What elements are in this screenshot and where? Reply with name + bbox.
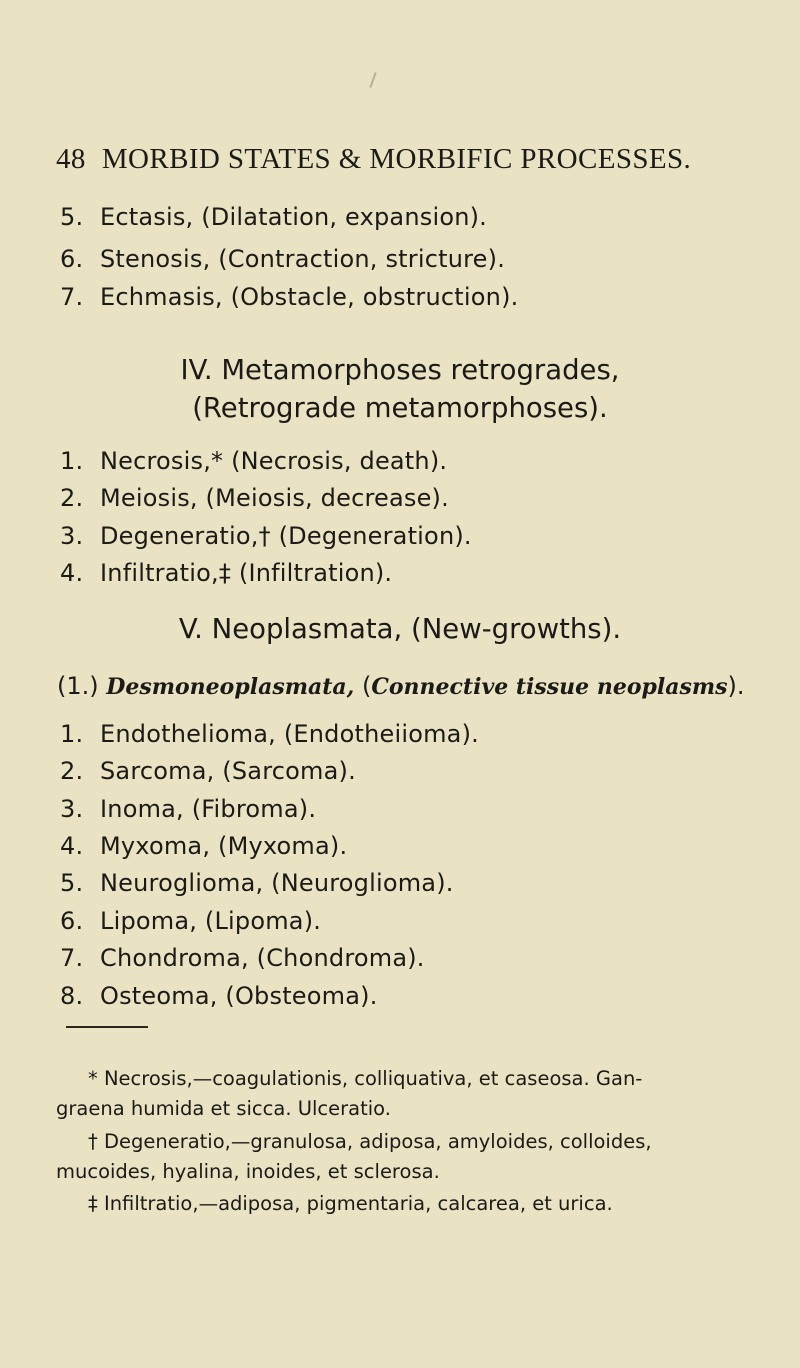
list-item xyxy=(60,484,449,512)
footnote-rule xyxy=(66,1026,148,1028)
list-item-text: Necrosis,* (Necrosis, death). xyxy=(100,447,448,475)
list-item-text: Inoma, (Fibroma). xyxy=(100,795,317,823)
list-item-text: Osteoma, (Obsteoma). xyxy=(100,982,378,1010)
footnote-line: mucoides, hyalina, inoides, et sclerosa. xyxy=(56,1160,440,1183)
list-item-number: 7. xyxy=(60,283,84,311)
list-item-text: Myxoma, (Myxoma). xyxy=(100,832,348,860)
list-item xyxy=(60,982,378,1010)
list-item-text: Meiosis, (Meiosis, decrease). xyxy=(100,484,449,512)
list-item-text: Neuroglioma, (Neuroglioma). xyxy=(100,869,454,897)
list-item xyxy=(60,720,479,748)
list-item-number: 4. xyxy=(60,832,84,860)
subsection-close-paren: ). xyxy=(727,672,745,700)
list-item xyxy=(60,447,447,475)
list-item-number: 3. xyxy=(60,522,84,550)
list-item xyxy=(60,559,392,587)
list-item-number: 8. xyxy=(60,982,84,1010)
list-item-number: 1. xyxy=(60,720,84,748)
section-v-heading: V. Neoplasmata, (New-growths). xyxy=(178,613,622,645)
subsection-heading xyxy=(57,672,745,700)
list-item-number: 1. xyxy=(60,447,84,475)
subsection-open-paren: ( xyxy=(361,672,372,700)
list-item-text: Infiltratio,‡ (Infiltration). xyxy=(100,559,393,587)
list-item-number: 7. xyxy=(60,944,84,972)
subsection-latin: Desmoneoplasmata, xyxy=(106,674,355,700)
list-item-text: Chondroma, (Chondroma). xyxy=(100,944,425,972)
list-item-number: 3. xyxy=(60,795,84,823)
list-item-text: Stenosis, (Contraction, stricture). xyxy=(100,245,506,273)
list-item xyxy=(60,944,425,972)
list-item-number: 4. xyxy=(60,559,84,587)
list-item-number: 5. xyxy=(60,869,84,897)
subsection-english: Connective tissue neoplasms xyxy=(371,674,728,700)
list-item xyxy=(60,795,316,823)
footnote-line: ‡ Infiltratio,—adiposa, pigmentaria, calcarea, et urica. xyxy=(88,1192,613,1215)
list-item xyxy=(60,757,356,785)
list-item xyxy=(60,283,518,311)
page-number: 48 xyxy=(56,143,86,175)
list-item-number: 2. xyxy=(60,484,84,512)
footnote-line: † Degeneratio,—granulosa, adiposa, amyloides, colloides, xyxy=(88,1130,652,1153)
list-item xyxy=(60,832,347,860)
list-item-text: Sarcoma, (Sarcoma). xyxy=(100,757,356,785)
footnote-line: * Necrosis,—coagulationis, colliquativa, et caseosa. Gan- xyxy=(88,1067,643,1090)
footnote-line: graena humida et sicca. Ulceratio. xyxy=(56,1097,391,1120)
list-item-text: Echmasis, (Obstacle, obstruction). xyxy=(100,283,519,311)
subsection-number: (1.) xyxy=(57,672,99,700)
list-item-text: Lipoma, (Lipoma). xyxy=(100,907,322,935)
list-item xyxy=(60,907,321,935)
list-item-number: 5. xyxy=(60,203,84,231)
list-item xyxy=(60,522,472,550)
page-title: MORBID STATES & MORBIFIC PROCESSES. xyxy=(101,143,692,175)
list-item xyxy=(60,203,487,231)
list-item xyxy=(60,245,505,273)
list-item-text: Degeneratio,† (Degeneration). xyxy=(100,522,472,550)
list-item xyxy=(60,869,454,897)
running-head xyxy=(56,143,776,176)
list-item-number: 6. xyxy=(60,907,84,935)
list-item-text: Ectasis, (Dilatation, expansion). xyxy=(100,203,488,231)
list-item-number: 6. xyxy=(60,245,84,273)
paper-mark xyxy=(369,72,376,88)
section-iv-heading-line2: (Retrograde metamorphoses). xyxy=(192,392,608,424)
section-iv-heading-line1: IV. Metamorphoses retrogrades, xyxy=(180,354,620,386)
list-item-number: 2. xyxy=(60,757,84,785)
list-item-text: Endothelioma, (Endotheiioma). xyxy=(100,720,479,748)
